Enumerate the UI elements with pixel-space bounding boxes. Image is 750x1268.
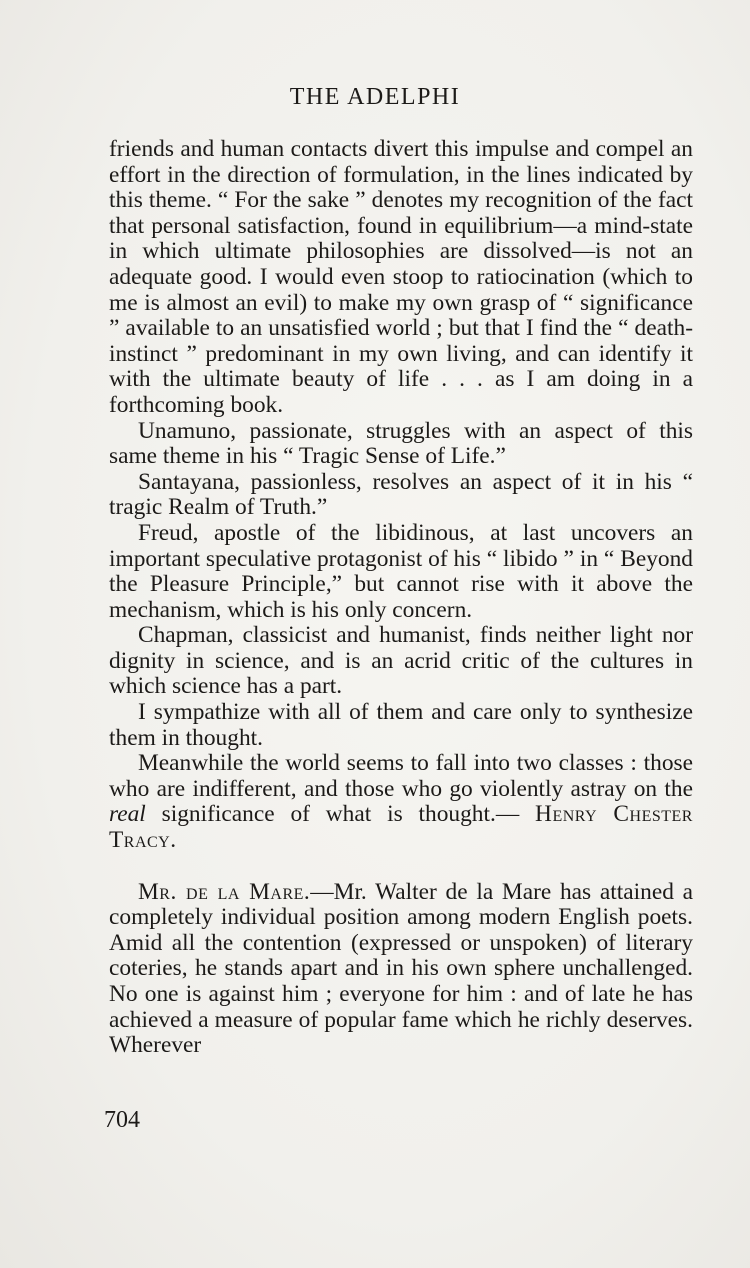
running-head: THE ADELPHI	[289, 84, 461, 110]
body-text	[109, 137, 693, 1059]
meanwhile-text: Meanwhile the world seems to fall into two classes : those who are indifferent, and those who go violently astray on the	[109, 750, 693, 802]
paragraph-de-la-mare	[109, 880, 693, 1059]
page-number: 704	[104, 1107, 140, 1133]
paragraph-chapman: Chapman, classicist and humanist, finds neither light nor dignity in science, and is an acrid critic of the cultures in which science has a part.	[109, 622, 693, 700]
italic-real: real	[109, 801, 146, 828]
paragraph-freud: Freud, apostle of the libidinous, at last uncovers an important speculative protagonist of his “ libido ” in “ Beyond the Pleasure Principle,” but cannot rise with it above the mechanism, which is his only concern.	[109, 519, 693, 623]
paragraph-unamuno: Unamuno, passionate, struggles with an aspect of this same theme in his “ Tragic Sense of Life.”	[109, 417, 693, 470]
section-heading: Mr. de la Mare.	[138, 878, 311, 905]
paragraph-sympathize: I sympathize with all of them and care only to synthesize them in thought.	[109, 699, 693, 751]
meanwhile-text-end: significance of what is thought.—	[145, 801, 520, 828]
paragraph-meanwhile	[109, 751, 693, 853]
paragraph-continued: friends and human contacts divert this impulse and compel an effort in the direction of formulation, in the lines indicated by this theme. “ For the sake ” denotes my recognition of the fact that personal satisfaction, found in equilibrium—a mind-state in which ultimate philosophies are dissolved—is not an adequate good. I would even stoop to ratiocination (which to me is almost an evil) to make my own grasp of “ significance ” available to an unsatisfied world ; but that I find the “ death-instinct ” predominant in my own living, and can identify it with the ultimate beauty of life . . . as I am doing in a forthcoming book.	[109, 136, 693, 418]
author-signature: Henry Chester Tracy.	[109, 801, 693, 854]
paragraph-santayana: Santayana, passionless, resolves an aspect of it in his “ tragic Realm of Truth.”	[109, 468, 693, 521]
de-la-mare-text: —Mr. Walter de la Mare has attained a completely individual position among modern English poets. Amid all the contention (expressed or unspoken) of literary coteries, he stands apart and in his own sphere unchallenged. No one is against him ; everyone for him : and of late he has achieved a measure of popular fame which he richly deserves. Wherever	[109, 878, 693, 1059]
